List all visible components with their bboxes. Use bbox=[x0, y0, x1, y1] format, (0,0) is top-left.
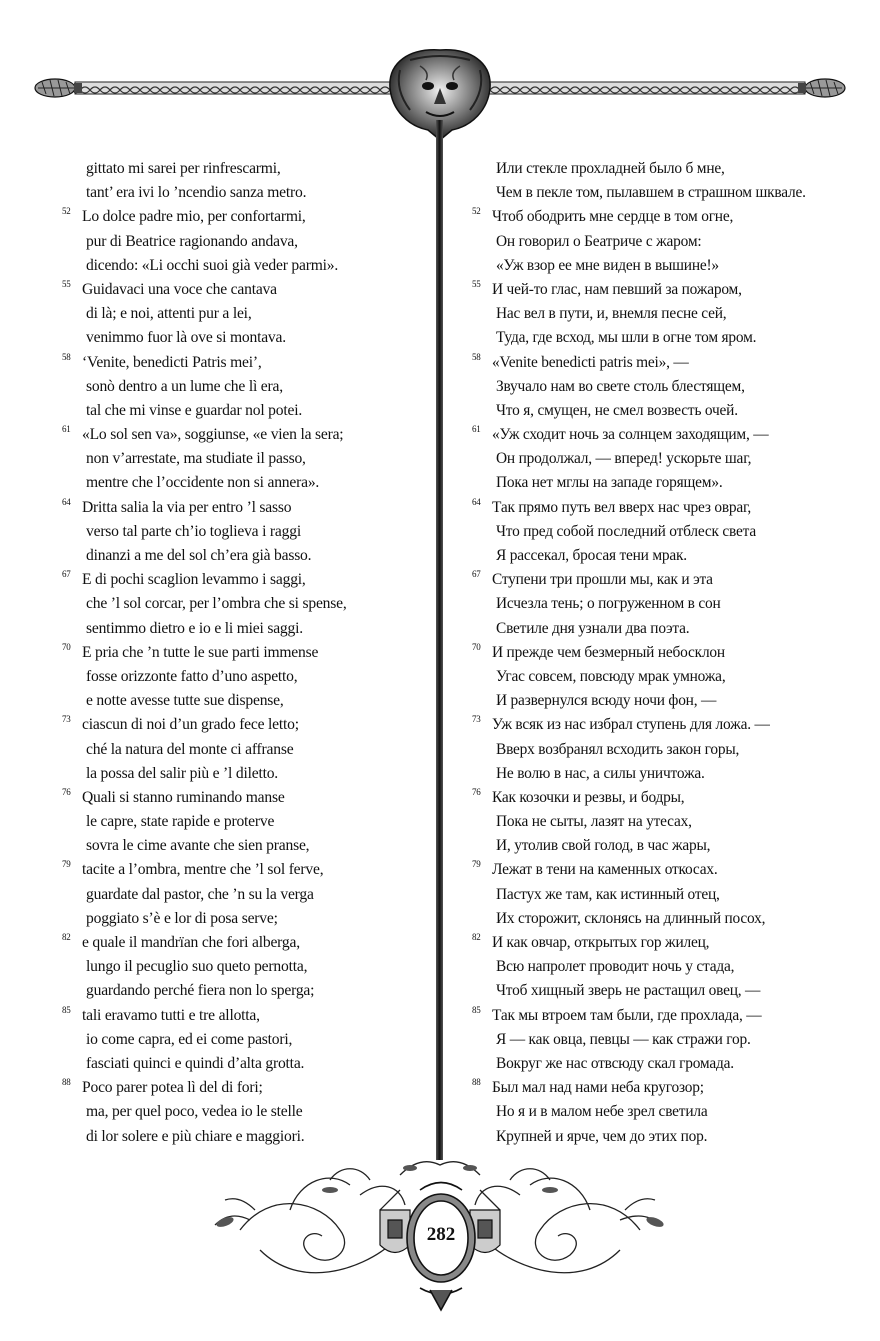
verse-text: sonò dentro a un lume che lì era, bbox=[86, 377, 283, 395]
verse-number: 70 bbox=[62, 641, 71, 652]
russian-verse-line bbox=[472, 665, 867, 689]
verse-text: E pria che ’n tutte le sue parti immense bbox=[82, 643, 319, 661]
verse-text: Как козочки и резвы, и бодры, bbox=[492, 788, 685, 806]
russian-verse-line bbox=[472, 786, 867, 810]
verse-text: «Venite benedicti patris mei», — bbox=[492, 353, 689, 371]
italian-verse-line bbox=[62, 230, 427, 254]
russian-verse-line bbox=[472, 1004, 867, 1028]
italian-verse-line bbox=[62, 205, 427, 229]
russian-verse-line bbox=[472, 1076, 867, 1100]
verse-text: pur di Beatrice ragionando andava, bbox=[86, 232, 298, 250]
italian-verse-line bbox=[62, 181, 427, 205]
verse-text: Туда, где всход, мы шли в огне том яром. bbox=[496, 329, 757, 347]
russian-verse-line bbox=[472, 1125, 867, 1149]
verse-number: 82 bbox=[472, 932, 481, 942]
verse-text: che ’l sol corcar, per l’ombra che si spense, bbox=[86, 595, 347, 613]
verse-text: Что пред собой последний отблеск света bbox=[496, 522, 756, 540]
verse-number: 55 bbox=[62, 278, 71, 289]
verse-text: e quale il mandrïan che fori alberga, bbox=[82, 934, 300, 951]
verse-text: Так мы втроем там были, где прохлада, — bbox=[492, 1006, 762, 1024]
verse-text: Звучало нам во свете столь блестящем, bbox=[496, 377, 745, 395]
russian-verse-line bbox=[472, 205, 867, 229]
italian-verse-line bbox=[62, 399, 427, 423]
verse-text: Dritta salia la via per entro ’l sasso bbox=[82, 498, 292, 516]
verse-text: venimmo fuor là ove si montava. bbox=[86, 329, 286, 347]
verse-number: 58 bbox=[62, 351, 71, 362]
russian-verse-line bbox=[472, 617, 867, 641]
shield-left-icon bbox=[380, 1210, 410, 1253]
italian-verse-line bbox=[62, 157, 427, 181]
italian-verse-line bbox=[62, 326, 427, 350]
verse-text: Он говорил о Беатриче с жаром: bbox=[496, 232, 702, 250]
italian-verse-line bbox=[62, 883, 427, 907]
column-divider bbox=[437, 120, 442, 1160]
verse-text: gittato mi sarei per rinfrescarmi, bbox=[86, 160, 281, 177]
verse-text: la possa del salir più e ’l diletto. bbox=[86, 764, 279, 782]
italian-verse-line bbox=[62, 447, 427, 471]
italian-verse-line bbox=[62, 1100, 427, 1124]
verse-text: ma, per quel poco, vedea io le stelle bbox=[86, 1103, 303, 1121]
verse-text: Ступени три прошли мы, как и эта bbox=[492, 571, 713, 589]
verse-text: Я — как овца, певцы — как стражи гор. bbox=[496, 1030, 751, 1048]
verse-text: Нас вел в пути, и, внемля песне сей, bbox=[496, 305, 727, 323]
italian-verse-line bbox=[62, 544, 427, 568]
verse-text: Светиле дня узнали два поэта. bbox=[496, 619, 690, 637]
russian-verse-line bbox=[472, 423, 867, 447]
verse-number: 85 bbox=[472, 1004, 481, 1015]
verse-number: 79 bbox=[472, 859, 481, 870]
italian-column bbox=[62, 157, 427, 1149]
verse-text: «Уж сходит ночь за солнцем заходящим, — bbox=[492, 426, 769, 444]
verse-text: fosse orizzonte fatto d’uno aspetto, bbox=[86, 667, 298, 685]
verse-number: 61 bbox=[472, 424, 481, 435]
russian-verse-line bbox=[472, 278, 867, 302]
russian-verse-line bbox=[472, 520, 867, 544]
verse-number: 61 bbox=[62, 424, 71, 435]
verse-text: Угас совсем, повсюду мрак умножа, bbox=[496, 667, 726, 685]
italian-verse-line bbox=[62, 1052, 427, 1076]
verse-text: tali eravamo tutti e tre allotta, bbox=[82, 1006, 260, 1024]
italian-verse-line bbox=[62, 931, 427, 955]
verse-text: ‘Venite, benedicti Patris mei’, bbox=[82, 353, 262, 371]
verse-text: le capre, state rapide e proterve bbox=[86, 813, 275, 831]
verse-number: 64 bbox=[62, 496, 71, 507]
verse-text: fasciati quinci e quindi d’alta grotta. bbox=[86, 1054, 305, 1072]
verse-text: di lor solere e più chiare e maggiori. bbox=[86, 1127, 305, 1145]
italian-verse-line bbox=[62, 496, 427, 520]
russian-verse-line bbox=[472, 351, 867, 375]
verse-text: Чтоб хищный зверь не растащил овец, — bbox=[496, 982, 761, 1000]
verse-text: Что я, смущен, не смел возвесть очей. bbox=[496, 401, 738, 419]
verse-text: Лежат в тени на каменных откосах. bbox=[492, 861, 718, 879]
italian-verse-line bbox=[62, 520, 427, 544]
italian-verse-line bbox=[62, 762, 427, 786]
italian-verse-line bbox=[62, 1028, 427, 1052]
italian-verse-line bbox=[62, 278, 427, 302]
russian-verse-line bbox=[472, 883, 867, 907]
russian-verse-line bbox=[472, 181, 867, 205]
verse-text: Так прямо путь вел вверх нас чрез овраг, bbox=[492, 498, 752, 516]
verse-text: Был мал над нами неба кругозор; bbox=[492, 1079, 704, 1097]
verse-text: dicendo: «Li occhi suoi già veder parmi». bbox=[86, 256, 339, 274]
verse-text: Уж всяк из нас избрал ступень для ложа. — bbox=[492, 716, 770, 734]
italian-verse-line bbox=[62, 641, 427, 665]
russian-verse-line bbox=[472, 447, 867, 471]
verse-text: mentre che l’occidente non si annera». bbox=[86, 474, 320, 492]
russian-verse-line bbox=[472, 713, 867, 737]
russian-verse-line bbox=[472, 375, 867, 399]
russian-verse-line bbox=[472, 1052, 867, 1076]
verse-text: Их сторожит, склонясь на длинный посох, bbox=[496, 909, 766, 927]
verse-text: Чтоб ободрить мне сердце в том огне, bbox=[492, 208, 734, 226]
russian-column bbox=[472, 157, 867, 1149]
italian-verse-line bbox=[62, 1004, 427, 1028]
verse-text: Poco parer potea lì del di fori; bbox=[82, 1079, 263, 1097]
russian-verse-line bbox=[472, 738, 867, 762]
scroll-left-icon bbox=[240, 1204, 345, 1261]
russian-verse-line bbox=[472, 1028, 867, 1052]
italian-verse-line bbox=[62, 471, 427, 495]
verse-text: E di pochi scaglion levammo i saggi, bbox=[82, 571, 306, 589]
verse-text: Но я и в малом небе зрел светила bbox=[496, 1103, 708, 1121]
verse-text: ciascun di noi d’un grado fece letto; bbox=[82, 716, 299, 734]
verse-text: guardando perché fiera non lo sperga; bbox=[86, 982, 315, 1000]
italian-verse-line bbox=[62, 858, 427, 882]
italian-verse-line bbox=[62, 351, 427, 375]
page-number: 282 bbox=[426, 1224, 456, 1245]
verse-text: Я рассекал, бросая тени мрак. bbox=[496, 547, 687, 564]
verse-text: И чей-то глас, нам певший за пожаром, bbox=[492, 280, 742, 298]
italian-verse-line bbox=[62, 302, 427, 326]
page-number-cartouche bbox=[407, 1183, 475, 1311]
italian-verse-line bbox=[62, 786, 427, 810]
russian-verse-line bbox=[472, 641, 867, 665]
russian-verse-line bbox=[472, 592, 867, 616]
verse-number: 52 bbox=[62, 206, 71, 217]
verse-text: Не волю в нас, а силы уничтожа. bbox=[496, 764, 705, 782]
verse-number: 82 bbox=[62, 932, 71, 942]
verse-text: Исчезла тень; о погруженном в сон bbox=[496, 595, 721, 613]
italian-verse-line bbox=[62, 1125, 427, 1149]
verse-number: 67 bbox=[62, 569, 71, 580]
italian-verse-line bbox=[62, 375, 427, 399]
verse-text: Или стекле прохладней было б мне, bbox=[496, 160, 725, 177]
verse-number: 85 bbox=[62, 1004, 71, 1015]
verse-text: Вокруг же нас отвсюду скал громада. bbox=[496, 1054, 734, 1072]
verse-text: tant’ era ivi lo ’ncendio sanza metro. bbox=[86, 184, 307, 202]
russian-verse-line bbox=[472, 979, 867, 1003]
verse-number: 73 bbox=[472, 714, 481, 725]
russian-verse-line bbox=[472, 471, 867, 495]
verse-text: Пока не сыты, лазят на утесах, bbox=[496, 813, 692, 831]
italian-verse-line bbox=[62, 592, 427, 616]
verse-text: tal che mi vinse e guardar nol potei. bbox=[86, 401, 303, 419]
verse-text: «Уж взор ее мне виден в вышине!» bbox=[496, 256, 719, 274]
verse-text: И развернулся всюду ночи фон, — bbox=[496, 692, 717, 710]
italian-verse-line bbox=[62, 665, 427, 689]
rod-right bbox=[480, 82, 805, 94]
verse-text: Вверх возбранял всходить закон горы, bbox=[496, 740, 740, 758]
verse-text: «Lo sol sen va», soggiunse, «e vien la sera; bbox=[82, 426, 344, 444]
verse-text: Всю напролет проводит ночь у стада, bbox=[496, 958, 735, 976]
russian-verse-line bbox=[472, 931, 867, 955]
russian-verse-line bbox=[472, 955, 867, 979]
verse-text: Lo dolce padre mio, per confortarmi, bbox=[82, 208, 306, 226]
italian-verse-line bbox=[62, 907, 427, 931]
verse-text: Пастух же там, как истинный отец, bbox=[496, 885, 720, 903]
verse-number: 79 bbox=[62, 859, 71, 870]
russian-verse-line bbox=[472, 858, 867, 882]
italian-verse-line bbox=[62, 713, 427, 737]
verse-number: 76 bbox=[62, 786, 71, 797]
verse-text: Guidavaci una voce che cantava bbox=[82, 280, 277, 298]
verse-text: verso tal parte ch’io toglieva i raggi bbox=[86, 522, 301, 540]
verse-text: И как овчар, открытых гор жилец, bbox=[492, 934, 710, 951]
verse-text: sentimmo dietro e io e li miei saggi. bbox=[86, 619, 303, 637]
italian-verse-line bbox=[62, 617, 427, 641]
italian-verse-line bbox=[62, 810, 427, 834]
italian-verse-line bbox=[62, 568, 427, 592]
russian-verse-line bbox=[472, 907, 867, 931]
russian-verse-line bbox=[472, 399, 867, 423]
verse-text: sovra le cime avante che sien pranse, bbox=[86, 837, 310, 855]
verse-text: dinanzi a me del sol ch’era già basso. bbox=[86, 547, 312, 564]
verse-text: non v’arrestate, ma studiate il passo, bbox=[86, 450, 306, 468]
russian-verse-line bbox=[472, 762, 867, 786]
verse-text: Пока нет мглы на западе горящем». bbox=[496, 474, 723, 492]
verse-number: 64 bbox=[472, 496, 481, 507]
scroll-right-icon bbox=[535, 1204, 640, 1261]
verse-text: io come capra, ed ei come pastori, bbox=[86, 1030, 293, 1048]
italian-verse-line bbox=[62, 689, 427, 713]
russian-verse-line bbox=[472, 1100, 867, 1124]
verse-number: 88 bbox=[472, 1077, 481, 1088]
russian-verse-line bbox=[472, 254, 867, 278]
verse-text: poggiato s’è e lor di posa serve; bbox=[86, 909, 278, 927]
russian-verse-line bbox=[472, 302, 867, 326]
verse-number: 88 bbox=[62, 1077, 71, 1088]
verse-text: Чем в пекле том, пылавшем в страшном шквале. bbox=[496, 184, 806, 202]
rod-left bbox=[75, 82, 400, 94]
italian-verse-line bbox=[62, 423, 427, 447]
italian-verse-line bbox=[62, 254, 427, 278]
verse-number: 52 bbox=[472, 206, 481, 217]
verse-text: Quali si stanno ruminando manse bbox=[82, 788, 285, 806]
russian-verse-line bbox=[472, 810, 867, 834]
verse-number: 70 bbox=[472, 641, 481, 652]
verse-number: 76 bbox=[472, 786, 481, 797]
verse-text: guardate dal pastor, che ’n su la verga bbox=[86, 885, 314, 903]
russian-verse-line bbox=[472, 326, 867, 350]
italian-verse-line bbox=[62, 1076, 427, 1100]
russian-verse-line bbox=[472, 496, 867, 520]
verse-number: 58 bbox=[472, 351, 481, 362]
italian-verse-line bbox=[62, 955, 427, 979]
verse-text: Крупней и ярче, чем до этих пор. bbox=[496, 1127, 708, 1145]
verse-text: lungo il pecuglio suo queto pernotta, bbox=[86, 958, 308, 976]
russian-verse-line bbox=[472, 230, 867, 254]
russian-verse-line bbox=[472, 689, 867, 713]
verse-number: 67 bbox=[472, 569, 481, 580]
russian-verse-line bbox=[472, 568, 867, 592]
verse-text: ché la natura del monte ci affranse bbox=[86, 740, 294, 758]
italian-verse-line bbox=[62, 834, 427, 858]
italian-verse-line bbox=[62, 979, 427, 1003]
verse-text: tacite a l’ombra, mentre che ’l sol ferve, bbox=[82, 861, 324, 879]
verse-text: И, утолив свой голод, в час жары, bbox=[496, 837, 711, 855]
verse-text: И прежде чем безмерный небосклон bbox=[492, 643, 725, 661]
verse-text: e notte avesse tutte sue dispense, bbox=[86, 692, 284, 710]
verse-number: 55 bbox=[472, 278, 481, 289]
italian-verse-line bbox=[62, 738, 427, 762]
russian-verse-line bbox=[472, 157, 867, 181]
verse-text: di là; e noi, attenti pur a lei, bbox=[86, 305, 252, 323]
russian-verse-line bbox=[472, 834, 867, 858]
russian-verse-line bbox=[472, 544, 867, 568]
verse-number: 73 bbox=[62, 714, 71, 725]
verse-text: Он продолжал, — вперед! ускорьте шаг, bbox=[496, 450, 752, 468]
